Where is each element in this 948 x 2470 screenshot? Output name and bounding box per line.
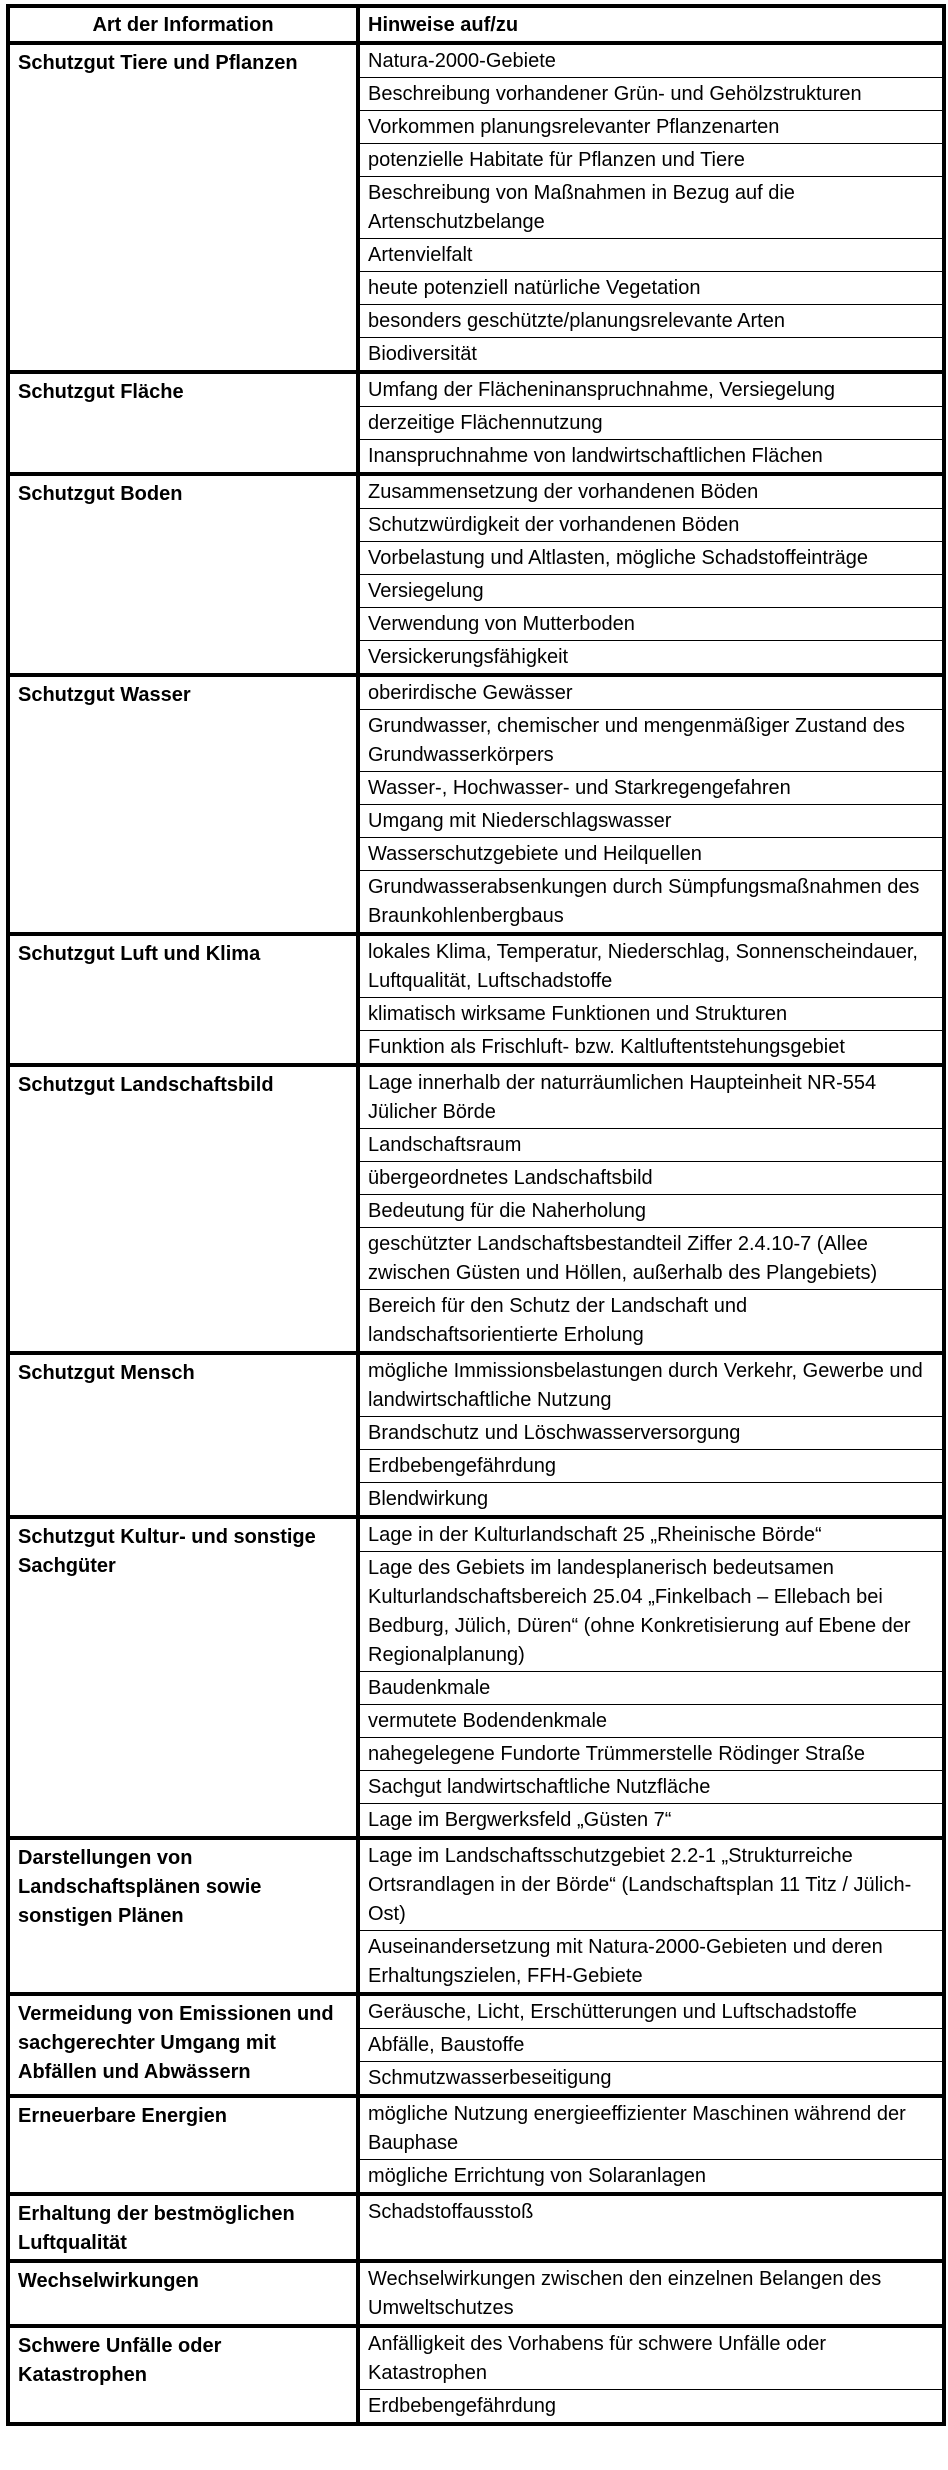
item-cell: besonders geschützte/planungsrelevante Arten <box>358 305 944 338</box>
table-row <box>8 2096 944 2160</box>
item-cell: Versiegelung <box>358 575 944 608</box>
item-cell: Wechselwirkungen zwischen den einzelnen Belangen des Umweltschutzes <box>358 2261 944 2326</box>
table-row <box>8 2194 944 2261</box>
item-cell: Schutzwürdigkeit der vorhandenen Böden <box>358 509 944 542</box>
group-label: Schutzgut Mensch <box>8 1353 358 1517</box>
item-cell: Inanspruchnahme von landwirtschaftlichen Flächen <box>358 440 944 475</box>
item-cell: potenzielle Habitate für Pflanzen und Tiere <box>358 144 944 177</box>
item-cell: Zusammensetzung der vorhandenen Böden <box>358 474 944 509</box>
item-cell: Verwendung von Mutterboden <box>358 608 944 641</box>
table-row <box>8 2261 944 2326</box>
group-label: Vermeidung von Emissionen und sachgerechter Umgang mit Abfällen und Abwässern <box>8 1994 358 2096</box>
item-cell: Funktion als Frischluft- bzw. Kaltluftentstehungsgebiet <box>358 1031 944 1066</box>
item-cell: nahegelegene Fundorte Trümmerstelle Rödinger Straße <box>358 1738 944 1771</box>
group-label: Wechselwirkungen <box>8 2261 358 2326</box>
table-row <box>8 474 944 509</box>
group-label: Schutzgut Luft und Klima <box>8 934 358 1065</box>
table-row <box>8 372 944 407</box>
item-cell: Umgang mit Niederschlagswasser <box>358 805 944 838</box>
information-table <box>6 4 946 2426</box>
group-label: Erneuerbare Energien <box>8 2096 358 2194</box>
item-cell: Beschreibung vorhandener Grün- und Gehölzstrukturen <box>358 78 944 111</box>
item-cell: Grundwasserabsenkungen durch Sümpfungsmaßnahmen des Braunkohlenbergbaus <box>358 871 944 935</box>
item-cell: Wasser-, Hochwasser- und Starkregengefahren <box>358 772 944 805</box>
table-header-row <box>8 6 944 43</box>
item-cell: Geräusche, Licht, Erschütterungen und Luftschadstoffe <box>358 1994 944 2029</box>
item-cell: Wasserschutzgebiete und Heilquellen <box>358 838 944 871</box>
table-row <box>8 675 944 710</box>
item-cell: Erdbebengefährdung <box>358 2390 944 2425</box>
table-row <box>8 2326 944 2390</box>
item-cell: Abfälle, Baustoffe <box>358 2029 944 2062</box>
item-cell: Brandschutz und Löschwasserversorgung <box>358 1417 944 1450</box>
item-cell: heute potenziell natürliche Vegetation <box>358 272 944 305</box>
item-cell: lokales Klima, Temperatur, Niederschlag, Sonnenscheindauer, Luftqualität, Luftschadstoffe <box>358 934 944 998</box>
item-cell: übergeordnetes Landschaftsbild <box>358 1162 944 1195</box>
item-cell: Baudenkmale <box>358 1672 944 1705</box>
item-cell: mögliche Immissionsbelastungen durch Verkehr, Gewerbe und landwirtschaftliche Nutzung <box>358 1353 944 1417</box>
item-cell: Lage im Bergwerksfeld „Güsten 7“ <box>358 1804 944 1839</box>
item-cell: Grundwasser, chemischer und mengenmäßiger Zustand des Grundwasserkörpers <box>358 710 944 772</box>
item-cell: Lage innerhalb der naturräumlichen Haupteinheit NR-554 Jülicher Börde <box>358 1065 944 1129</box>
item-cell: Schadstoffausstoß <box>358 2194 944 2261</box>
item-cell: Bedeutung für die Naherholung <box>358 1195 944 1228</box>
table-row <box>8 1065 944 1129</box>
item-cell: Artenvielfalt <box>358 239 944 272</box>
item-cell: Anfälligkeit des Vorhabens für schwere Unfälle oder Katastrophen <box>358 2326 944 2390</box>
item-cell: mögliche Errichtung von Solaranlagen <box>358 2160 944 2195</box>
table-row <box>8 1353 944 1417</box>
item-cell: vermutete Bodendenkmale <box>358 1705 944 1738</box>
table-row <box>8 934 944 998</box>
table-body <box>8 43 944 2424</box>
item-cell: Auseinandersetzung mit Natura-2000-Gebieten und deren Erhaltungszielen, FFH-Gebiete <box>358 1931 944 1995</box>
group-label: Schwere Unfälle oder Katastrophen <box>8 2326 358 2424</box>
group-label: Erhaltung der bestmöglichen Luftqualität <box>8 2194 358 2261</box>
group-label: Darstellungen von Landschaftsplänen sowie sonstigen Plänen <box>8 1838 358 1994</box>
item-cell: Vorkommen planungsrelevanter Pflanzenarten <box>358 111 944 144</box>
item-cell: Lage im Landschaftsschutzgebiet 2.2-1 „Strukturreiche Ortsrandlagen in der Börde“ (Landschaftsplan 11 Titz / Jülich-Ost) <box>358 1838 944 1931</box>
group-label: Schutzgut Tiere und Pflanzen <box>8 43 358 372</box>
table-row <box>8 43 944 78</box>
table-row <box>8 1838 944 1931</box>
item-cell: Lage des Gebiets im landesplanerisch bedeutsamen Kulturlandschaftsbereich 25.04 „Finkelbach – Ellebach bei Bedburg, Jülich, Düren“ (ohne Konkretisierung auf Ebene der Regionalplanung) <box>358 1552 944 1672</box>
item-cell: mögliche Nutzung energieeffizienter Maschinen während der Bauphase <box>358 2096 944 2160</box>
item-cell: Natura-2000-Gebiete <box>368 50 556 72</box>
item-cell: Schmutzwasserbeseitigung <box>358 2062 944 2097</box>
item-cell: Vorbelastung und Altlasten, mögliche Schadstoffeinträge <box>358 542 944 575</box>
item-cell: klimatisch wirksame Funktionen und Strukturen <box>358 998 944 1031</box>
item-cell: derzeitige Flächennutzung <box>358 407 944 440</box>
group-label: Schutzgut Kultur- und sonstige Sachgüter <box>8 1517 358 1838</box>
item-cell: Lage in der Kulturlandschaft 25 „Rheinische Börde“ <box>358 1517 944 1552</box>
item-cell: oberirdische Gewässer <box>358 675 944 710</box>
item-cell: Biodiversität <box>358 338 944 373</box>
item-cell: Blendwirkung <box>358 1483 944 1518</box>
header-hinweise: Hinweise auf/zu <box>358 6 944 43</box>
header-art-der-information: Art der Information <box>8 6 358 43</box>
item-cell: Umfang der Flächeninanspruchnahme, Versiegelung <box>358 372 944 407</box>
item-cell: Sachgut landwirtschaftliche Nutzfläche <box>358 1771 944 1804</box>
group-label: Schutzgut Boden <box>8 474 358 675</box>
item-cell: Bereich für den Schutz der Landschaft und landschaftsorientierte Erholung <box>358 1290 944 1354</box>
table-row <box>8 1994 944 2029</box>
item-cell: geschützter Landschaftsbestandteil Ziffer 2.4.10-7 (Allee zwischen Güsten und Höllen, außerhalb des Plangebiets) <box>358 1228 944 1290</box>
item-cell: Versickerungsfähigkeit <box>358 641 944 676</box>
group-label: Schutzgut Landschaftsbild <box>8 1065 358 1353</box>
group-label: Schutzgut Fläche <box>8 372 358 474</box>
item-cell: Beschreibung von Maßnahmen in Bezug auf die Artenschutzbelange <box>358 177 944 239</box>
table-row <box>8 1517 944 1552</box>
group-label: Schutzgut Wasser <box>8 675 358 934</box>
item-cell: Landschaftsraum <box>358 1129 944 1162</box>
item-cell: Erdbebengefährdung <box>358 1450 944 1483</box>
